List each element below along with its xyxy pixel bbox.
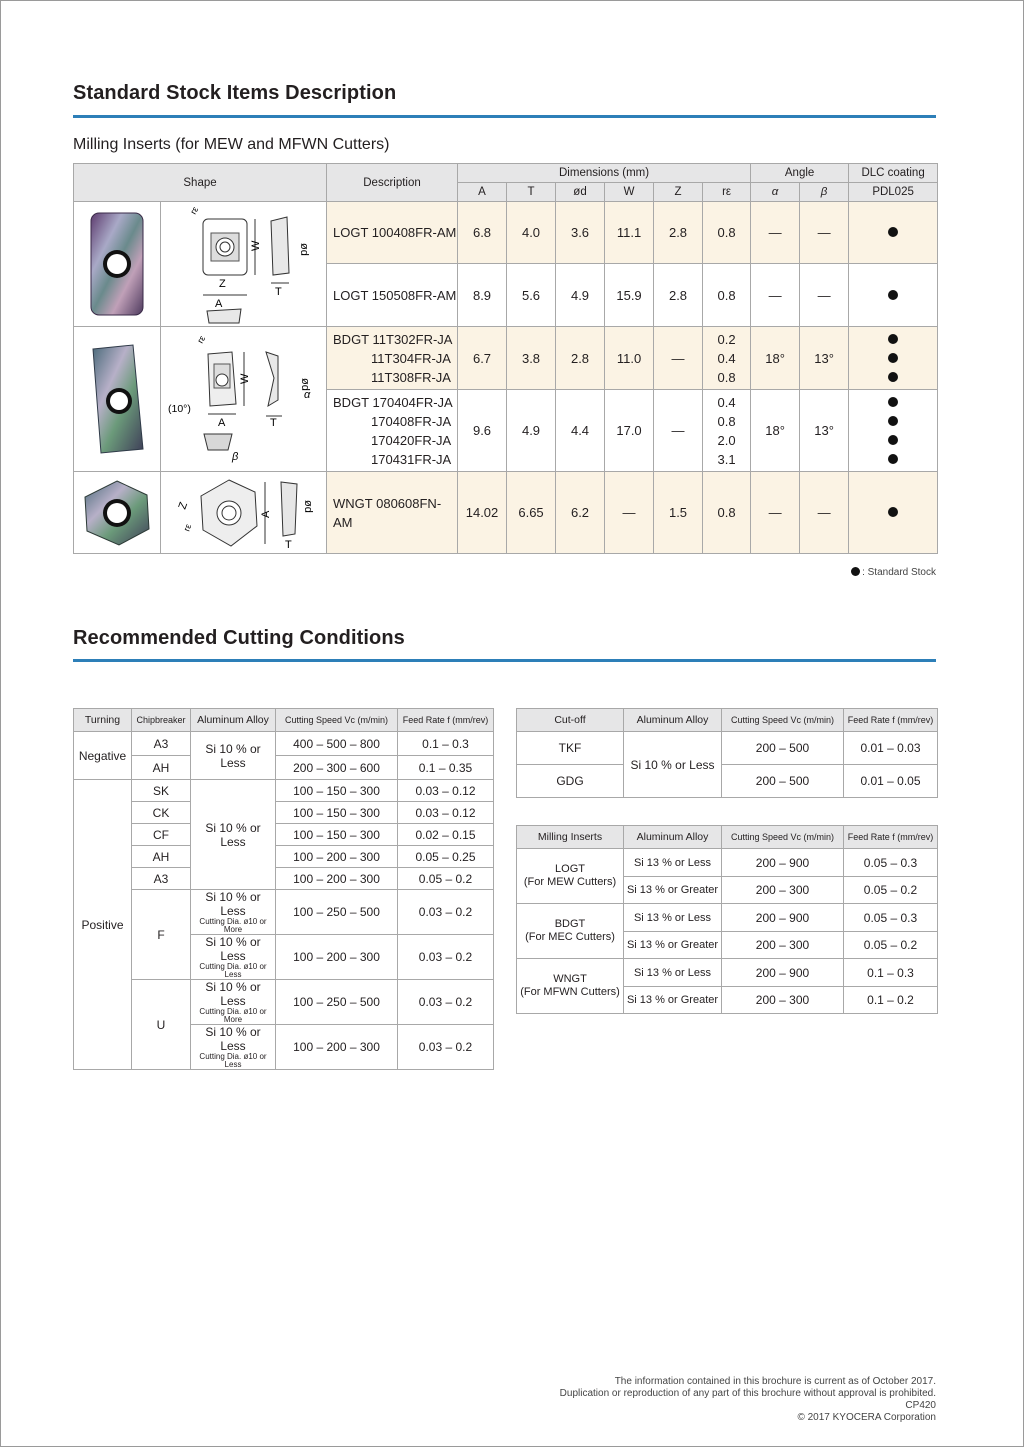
bdgt-photo [74,327,161,472]
footer-line2: Duplication or reproduction of any part of this brochure without approval is prohibited. [559,1388,936,1399]
row4-A: 9.6 [458,390,507,472]
bdgt-technical-drawing [166,334,322,464]
row5-re: 0.8 [703,472,751,554]
label-od: ød [297,243,310,256]
label-Z: Z [176,500,190,511]
row4-alpha: 18° [751,390,800,472]
label-T: T [269,417,277,429]
stock-dot-icon [888,353,898,363]
row4-Z: — [654,390,703,472]
row4-stock [849,390,938,472]
row5-d: 6.2 [556,472,605,554]
row2-T: 5.6 [507,264,556,327]
table-row: Negative A3 Si 10 % or Less 400 – 500 – 800 0.1 – 0.3 [74,732,494,756]
label-A: A [217,417,225,429]
col-A: A [458,183,507,202]
label-re: rε [194,334,207,345]
table-row: TKF Si 10 % or Less 200 – 500 0.01 – 0.03 [517,732,938,765]
wngt-insert-image [79,477,155,549]
stock-dot-icon [888,227,898,237]
table-row: AH 100 – 200 – 300 0.05 – 0.25 [74,846,494,868]
row3-re: 0.2 0.4 0.8 [703,327,751,390]
row2-beta: — [800,264,849,327]
row1-desc: LOGT 100408FR-AM [327,202,458,264]
label-alpha: α [303,389,310,401]
row5-Z: 1.5 [654,472,703,554]
label-re: rε [180,522,193,533]
table-row: Si 13 % or Greater 200 – 300 0.1 – 0.2 [517,987,938,1014]
row4-beta: 13° [800,390,849,472]
label-Z: Z [218,278,226,290]
row2-d: 4.9 [556,264,605,327]
row5-alpha: — [751,472,800,554]
turning-table [73,708,494,1070]
col-Z: Z [654,183,703,202]
col-grade: PDL025 [849,183,938,202]
row3-beta: 13° [800,327,849,390]
stock-dot-icon [888,416,898,426]
subtitle-milling-inserts: Milling Inserts (for MEW and MFWN Cutters) [73,136,390,153]
row2-alpha: — [751,264,800,327]
label-od: ød [301,499,314,513]
stock-dot-icon [888,334,898,344]
col-T: T [507,183,556,202]
table-row: U Si 10 % or Less Cutting Dia. ø10 or More 100 – 250 – 500 0.03 – 0.2 [74,980,494,1025]
logt-technical-drawing [169,203,319,325]
row4-d: 4.4 [556,390,605,472]
footer-line1: The information contained in this brochure is current as of October 2017. [614,1376,936,1387]
row5-desc: WNGT 080608FN-AM [327,472,458,554]
row1-Z: 2.8 [654,202,703,264]
footer [560,1376,936,1424]
header-dimensions: Dimensions (mm) [458,164,751,183]
header-shape: Shape [74,164,327,202]
label-od: ød [298,378,311,391]
row3-desc: BDGT 11T302FR-JA 11T304FR-JA 11T308FR-JA [327,327,458,390]
row1-beta: — [800,202,849,264]
bdgt-drawing [161,327,327,472]
section-rule [73,115,936,118]
header-angle: Angle [751,164,849,183]
table-row: AH 200 – 300 – 600 0.1 – 0.35 [74,756,494,780]
label-re: rε [187,204,200,216]
label-W: W [238,373,251,384]
stock-dot-icon [888,397,898,407]
col-re: rε [703,183,751,202]
table-header-row: Turning Chipbreaker Aluminum Alloy Cutting Speed Vc (m/min) Feed Rate f (mm/rev) [74,709,494,732]
row1-A: 6.8 [458,202,507,264]
row3-stock [849,327,938,390]
row2-W: 15.9 [605,264,654,327]
header-dlc: DLC coating [849,164,938,183]
row4-W: 17.0 [605,390,654,472]
stock-items-table [73,163,938,554]
table-header-row: Cut-off Aluminum Alloy Cutting Speed Vc (m/min) Feed Rate f (mm/rev) [517,709,938,732]
table-row [74,472,938,554]
row4-re: 0.4 0.8 2.0 3.1 [703,390,751,472]
bdgt-insert-image [85,341,149,457]
table-row: BDGT (For MEC Cutters) Si 13 % or Less 200 – 900 0.05 – 0.3 [517,904,938,932]
row1-W: 11.1 [605,202,654,264]
stock-dot-icon [888,454,898,464]
row1-d: 3.6 [556,202,605,264]
footer-code: CP420 [905,1400,936,1411]
row1-alpha: — [751,202,800,264]
row1-stock [849,202,938,264]
section-title-stock: Standard Stock Items Description [73,82,397,104]
table-row: Si 10 % or Less Cutting Dia. ø10 or Less 100 – 200 – 300 0.03 – 0.2 [74,1025,494,1070]
row5-A: 14.02 [458,472,507,554]
table-row: Si 13 % or Greater 200 – 300 0.05 – 0.2 [517,877,938,904]
row1-T: 4.0 [507,202,556,264]
stock-dot-icon [888,507,898,517]
label-T: T [274,286,282,298]
col-alpha: α [751,183,800,202]
section-rule [73,659,936,662]
milling-table [516,825,938,1014]
col-W: W [605,183,654,202]
row2-Z: 2.8 [654,264,703,327]
stock-dot-icon [888,372,898,382]
row5-W: — [605,472,654,554]
label-W: W [249,240,262,251]
label-beta: β [231,451,238,463]
row1-re: 0.8 [703,202,751,264]
row2-A: 8.9 [458,264,507,327]
legend: : Standard Stock [851,567,936,578]
row3-alpha: 18° [751,327,800,390]
header-description: Description [327,164,458,202]
table-row: F Si 10 % or Less Cutting Dia. ø10 or More 100 – 250 – 500 0.03 – 0.2 [74,890,494,935]
stock-dot-icon [888,435,898,445]
row4-T: 4.9 [507,390,556,472]
section-title-cutting: Recommended Cutting Conditions [73,627,405,649]
row2-stock [849,264,938,327]
label-ten-deg: (10°) [167,403,191,415]
wngt-drawing [161,472,327,554]
logt-photo [74,202,161,327]
wngt-photo [74,472,161,554]
table-row [74,202,938,264]
table-row [74,327,938,390]
cutoff-table [516,708,938,798]
table-row: CK 100 – 150 – 300 0.03 – 0.12 [74,802,494,824]
row3-T: 3.8 [507,327,556,390]
row2-re: 0.8 [703,264,751,327]
col-od: ød [556,183,605,202]
wngt-technical-drawing [169,474,319,552]
table-row: Si 10 % or Less Cutting Dia. ø10 or Less 100 – 200 – 300 0.03 – 0.2 [74,935,494,980]
logt-drawing [161,202,327,327]
table-row: CF 100 – 150 – 300 0.02 – 0.15 [74,824,494,846]
table-row: A3 100 – 200 – 300 0.05 – 0.2 [74,868,494,890]
row3-W: 11.0 [605,327,654,390]
table-row: GDG 200 – 500 0.01 – 0.05 [517,765,938,798]
row5-beta: — [800,472,849,554]
footer-copyright: © 2017 KYOCERA Corporation [797,1412,936,1423]
table-row: Positive SK Si 10 % or Less 100 – 150 – 300 0.03 – 0.12 [74,780,494,802]
row2-desc: LOGT 150508FR-AM [327,264,458,327]
row4-desc: BDGT 170404FR-JA 170408FR-JA 170420FR-JA 170431FR-JA [327,390,458,472]
table-header-row: Milling Inserts Aluminum Alloy Cutting Speed Vc (m/min) Feed Rate f (mm/rev) [517,826,938,849]
table-row: WNGT (For MFWN Cutters) Si 13 % or Less 200 – 900 0.1 – 0.3 [517,959,938,987]
table-row: Si 13 % or Greater 200 – 300 0.05 – 0.2 [517,932,938,959]
label-T: T [284,538,292,551]
stock-dot-icon [888,290,898,300]
label-A: A [259,510,272,518]
table-row: LOGT (For MEW Cutters) Si 13 % or Less 200 – 900 0.05 – 0.3 [517,849,938,877]
row3-A: 6.7 [458,327,507,390]
row3-Z: — [654,327,703,390]
row3-d: 2.8 [556,327,605,390]
stock-dot-icon [851,567,860,576]
col-beta: β [800,183,849,202]
logt-insert-image [85,209,149,319]
row5-stock [849,472,938,554]
label-A: A [214,298,222,310]
row5-T: 6.65 [507,472,556,554]
